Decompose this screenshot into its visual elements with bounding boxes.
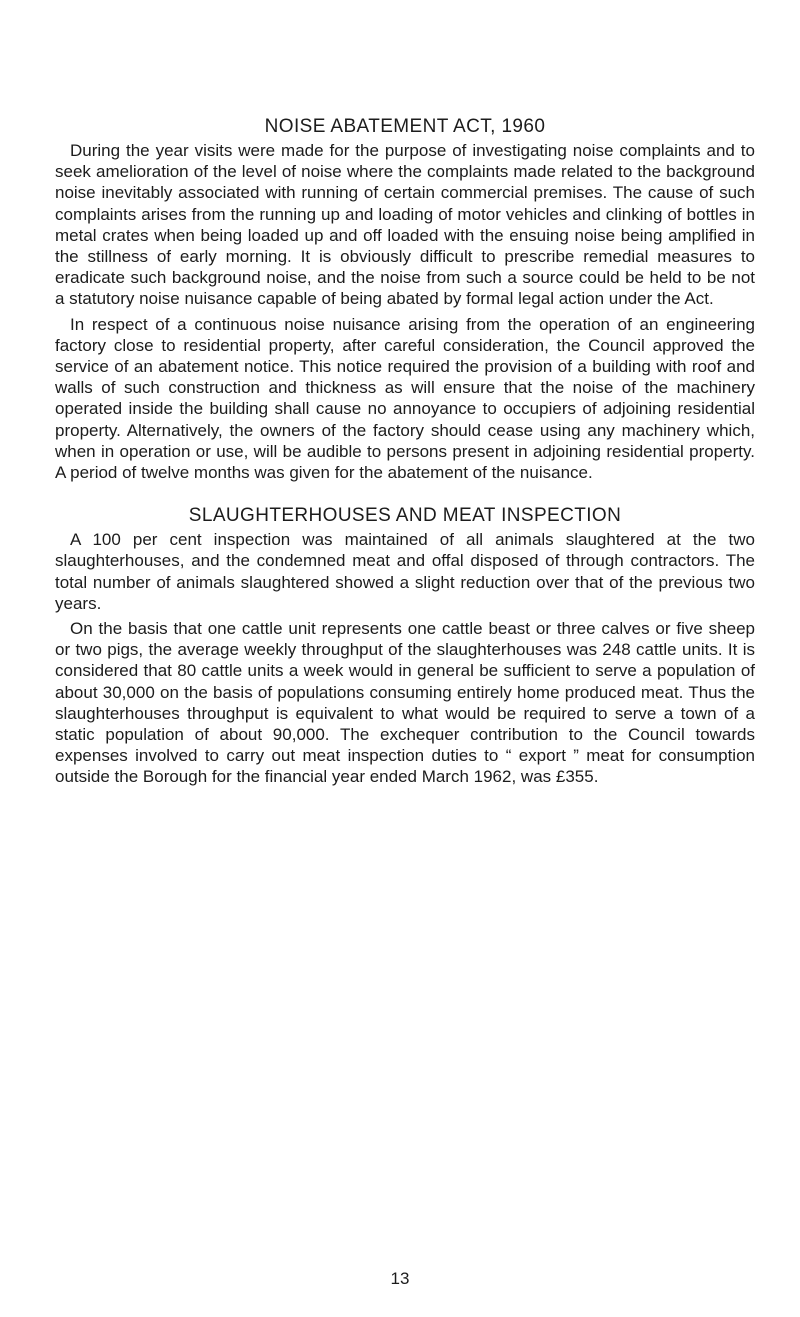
paragraph-inspection: A 100 per cent inspection was maintained of all animals slaughtered at the two slaughterhouses, and the condemned meat and offal disposed of through contractors. The total number of animals slaughtered showed a slight reduction over that of the previous two years. <box>55 530 755 613</box>
section-heading-slaughterhouses: SLAUGHTERHOUSES AND MEAT INSPECTION <box>188 505 622 527</box>
paragraph-engineering-factory: In respect of a continuous noise nuisance arising from the operation of an engineering factory close to residential property, after careful consideration, the Council approved the service of an abatement notice. This notice required the provision of a building with roof and walls of such construction and thickness as will ensure that the noise of the machinery operated inside the building shall cause no annoyance to occupiers of adjoining residential property. Alternatively, the owners of the factory should cease using any machinery which, when in operation or use, will be audible to persons present in adjoining residential property. A period of twelve months was given for the abatement of the nuisance. <box>55 314 755 483</box>
page-content <box>55 114 755 788</box>
page-number: 13 <box>390 1269 410 1288</box>
section-heading-noise-abatement: NOISE ABATEMENT ACT, 1960 <box>264 116 546 137</box>
paragraph-noise-complaints: During the year visits were made for the purpose of investigating noise complaints and to seek amelioration of the level of noise where the complaints made related to the background noise inevitably associated with running of certain commercial premises. The cause of such complaints arises from the running up and loading of motor vehicles and clinking of bottles in metal crates when being loaded up and off loaded with the ensuing noise being amplified in the stillness of early morning. It is obviously difficult to prescribe remedial measures to eradicate such background noise, and the noise from such a source could be held to be not a statutory noise nuisance capable of being abated by formal legal action under the Act. <box>55 141 755 309</box>
paragraph-cattle-units: On the basis that one cattle unit represents one cattle beast or three calves or five sheep or two pigs, the average weekly throughput of the slaughterhouses was 248 cattle units. It is considered that 80 cattle units a week would in general be sufficient to serve a population of about 30,000 on the basis of populations consuming entirely home produced meat. Thus the slaughterhouses throughput is equivalent to what would be required to serve a town of a static population of about 90,000. The exchequer contribution to the Council towards expenses involved to carry out meat inspection duties to “ export ” meat for consumption outside the Borough for the financial year ended March 1962, was £355. <box>55 619 755 787</box>
